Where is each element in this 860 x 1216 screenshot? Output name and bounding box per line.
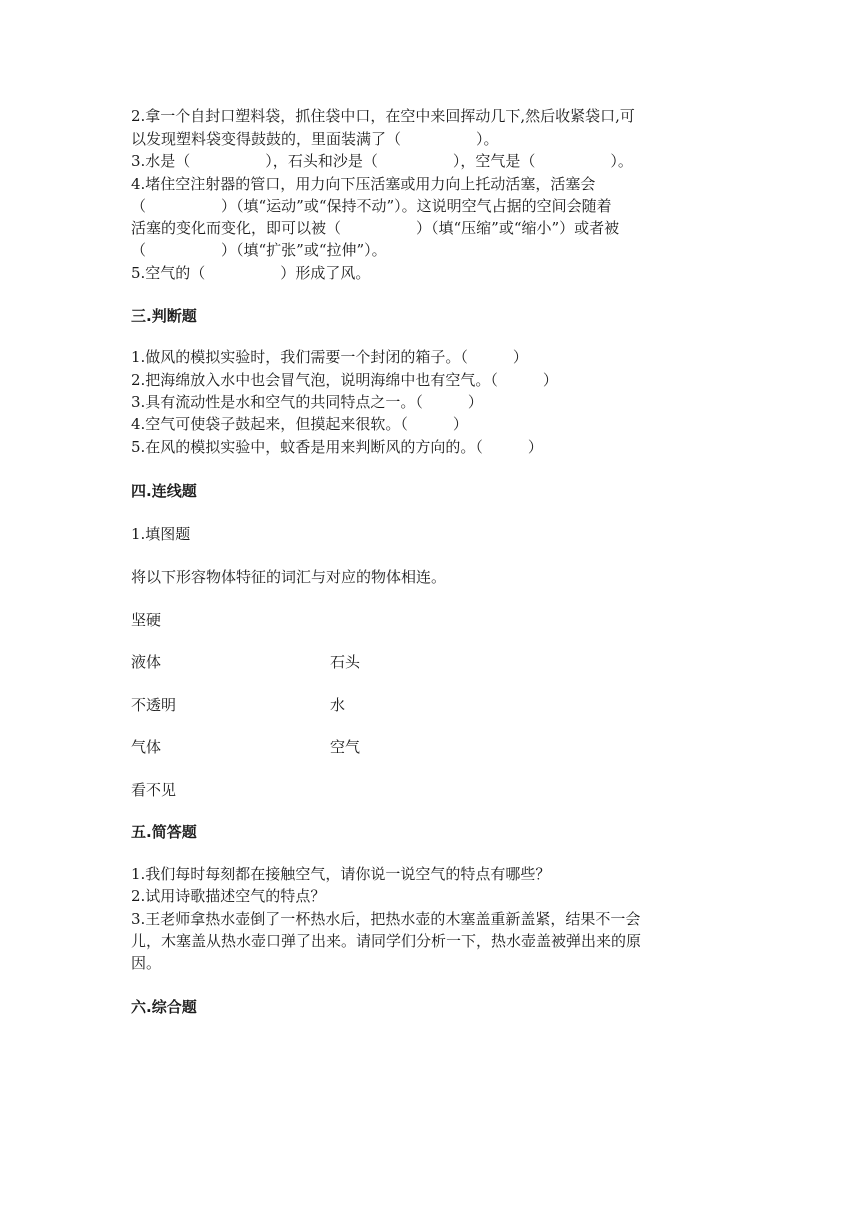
short-answer-q1: 1.我们每时每刻都在接触空气，请你说一说空气的特点有哪些？ bbox=[131, 865, 551, 883]
short-answer-q3-line3: 因。 bbox=[131, 954, 162, 972]
fill-q4-line2: （ ）（填“运动”或“保持不动”）。这说明空气占据的空间会随着 bbox=[131, 197, 612, 215]
match-right-item-3: 空气 bbox=[330, 738, 361, 756]
match-left-item-5: 看不见 bbox=[131, 781, 177, 799]
match-right-item-1: 石头 bbox=[330, 653, 361, 671]
section-heading-match: 四.连线题 bbox=[131, 482, 197, 500]
short-answer-q2: 2.试用诗歌描述空气的特点？ bbox=[131, 887, 326, 905]
short-answer-q3-line1: 3.王老师拿热水壶倒了一杯热水后，把热水壶的木塞盖重新盖紧，结果不一会 bbox=[131, 910, 641, 928]
match-left-item-3: 不透明 bbox=[131, 696, 177, 714]
fill-q4-line1: 4.堵住空注射器的管口，用力向下压活塞或用力向上托动活塞，活塞会 bbox=[131, 175, 596, 193]
judge-item-2: 2.把海绵放入水中也会冒气泡，说明海绵中也有空气。（ ） bbox=[131, 371, 558, 389]
section-heading-judge: 三.判断题 bbox=[131, 307, 197, 325]
fill-q4-line4: （ ）（填“扩张”或“拉伸”）。 bbox=[131, 241, 387, 259]
match-left-item-1: 坚硬 bbox=[131, 611, 162, 629]
fill-q4-line3: 活塞的变化而变化，即可以被（ ）（填“压缩”或“缩小”）或者被 bbox=[131, 219, 620, 237]
judge-item-4: 4.空气可使袋子鼓起来，但摸起来很软。（ ） bbox=[131, 415, 468, 433]
judge-item-1: 1.做风的模拟实验时，我们需要一个封闭的箱子。（ ） bbox=[131, 348, 528, 366]
match-left-item-4: 气体 bbox=[131, 738, 162, 756]
section-heading-short-answer: 五.简答题 bbox=[131, 823, 197, 841]
judge-item-5: 5.在风的模拟实验中，蚊香是用来判断风的方向的。（ ） bbox=[131, 438, 543, 456]
match-right-item-2: 水 bbox=[330, 696, 346, 714]
match-instruction: 将以下形容物体特征的词汇与对应的物体相连。 bbox=[131, 568, 447, 586]
fill-q2-line2: 以发现塑料袋变得鼓鼓的，里面装满了（ ）。 bbox=[131, 130, 499, 148]
match-subtitle: 1.填图题 bbox=[131, 525, 191, 543]
judge-item-3: 3.具有流动性是水和空气的共同特点之一。（ ） bbox=[131, 393, 483, 411]
fill-q5: 5.空气的（ ）形成了风。 bbox=[131, 264, 371, 282]
section-heading-comprehensive: 六.综合题 bbox=[131, 998, 197, 1016]
fill-q2-line1: 2.拿一个自封口塑料袋，抓住袋中口，在空中来回挥动几下,然后收紧袋口,可 bbox=[131, 107, 635, 125]
short-answer-q3-line2: 儿，木塞盖从热水壶口弹了出来。请同学们分析一下，热水壶盖被弹出来的原 bbox=[131, 932, 642, 950]
match-left-item-2: 液体 bbox=[131, 653, 162, 671]
fill-q3: 3.水是（ ），石头和沙是（ ），空气是（ ）。 bbox=[131, 152, 633, 170]
